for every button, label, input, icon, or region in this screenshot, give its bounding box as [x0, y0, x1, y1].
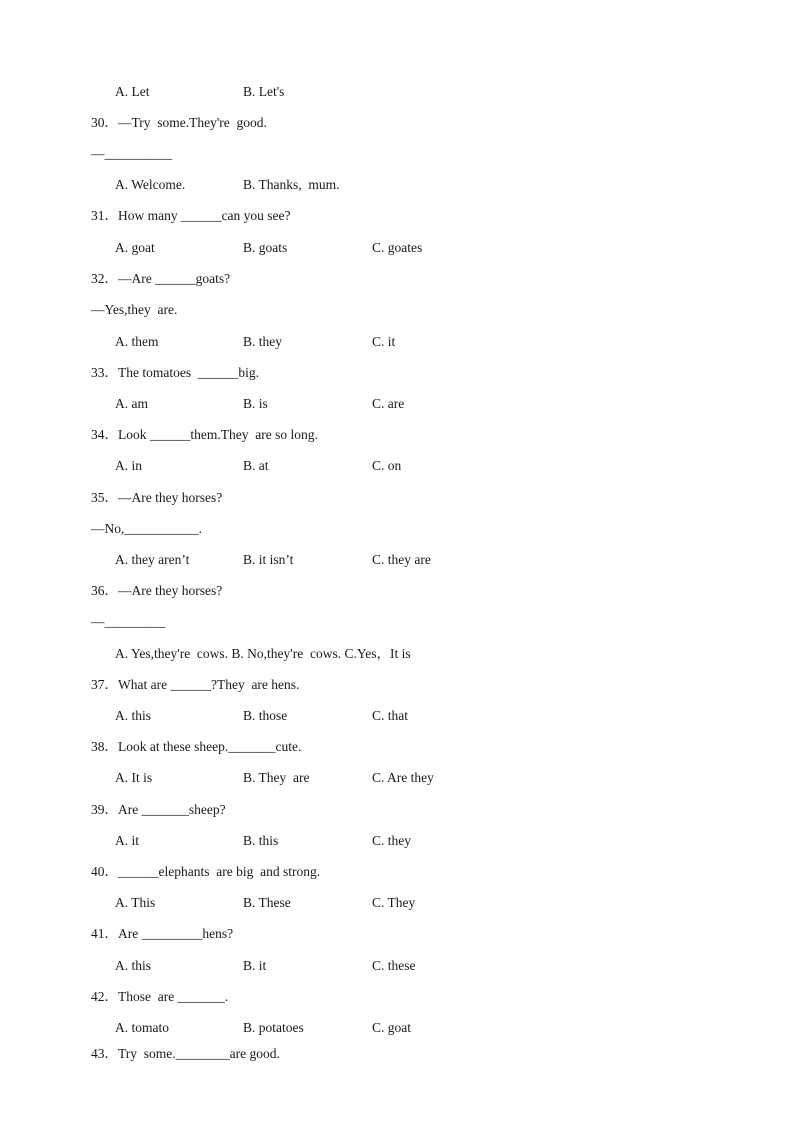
question-line: 41．Are _________hens?	[91, 926, 234, 941]
option-c: C. they are	[372, 552, 431, 567]
option-a: A. them	[115, 334, 159, 349]
option-b: B. at	[243, 458, 269, 473]
question-line: 32．—Are ______goats?	[91, 271, 231, 286]
option-b: B. is	[243, 396, 268, 411]
option-b: B. These	[243, 895, 291, 910]
question-line: 37．What are ______?They are hens.	[91, 677, 300, 692]
option-a: A. tomato	[115, 1020, 169, 1035]
option-a: A. Let	[115, 84, 150, 99]
question-line: 31．How many ______can you see?	[91, 208, 291, 223]
option-c: C. on	[372, 458, 402, 473]
option-a: A. it	[115, 833, 140, 848]
question-line: 30．—Try some.They're good.	[91, 115, 267, 130]
option-c: C. they	[372, 833, 411, 848]
question-line: 35．—Are they horses?	[91, 490, 223, 505]
option-c: C. goat	[372, 1020, 411, 1035]
option-c: C. are	[372, 396, 405, 411]
question-line: 36．—Are they horses?	[91, 583, 223, 598]
option-a: A. they aren’t	[115, 552, 190, 567]
option-b: B. They are	[243, 770, 310, 785]
question-line: 40．______elephants are big and strong.	[91, 864, 321, 879]
question-line: 34．Look ______them.They are so long.	[91, 427, 318, 442]
question-line: —No,___________.	[91, 521, 202, 536]
question-line: 42．Those are _______.	[91, 989, 229, 1004]
option-a: A. goat	[115, 240, 155, 255]
option-b: B. potatoes	[243, 1020, 304, 1035]
option-a: A. It is	[115, 770, 153, 785]
option-a: A. this	[115, 708, 152, 723]
option-b: B. they	[243, 334, 282, 349]
option-c: C. Are they	[372, 770, 434, 785]
question-line: 33．The tomatoes ______big.	[91, 365, 259, 380]
option-b: B. it isn’t	[243, 552, 294, 567]
question-line: 39．Are _______sheep?	[91, 802, 226, 817]
option-b: B. Thanks, mum.	[243, 177, 340, 192]
option-b: B. goats	[243, 240, 288, 255]
option-b: B. this	[243, 833, 279, 848]
question-line: —__________	[91, 146, 172, 161]
question-line: —_________	[91, 614, 166, 629]
option-a: A. This	[115, 895, 156, 910]
option-c: C. it	[372, 334, 396, 349]
option-c: C. goates	[372, 240, 423, 255]
option-a: A. in	[115, 458, 142, 473]
option-c: C. They	[372, 895, 416, 910]
option-c: C. these	[372, 958, 416, 973]
question-line: 38．Look at these sheep._______cute.	[91, 739, 302, 754]
question-line: —Yes,they are.	[91, 302, 178, 317]
option-a: A. Welcome.	[115, 177, 186, 192]
option-a: A. this	[115, 958, 152, 973]
option-b: B. it	[243, 958, 267, 973]
option-a: A. Yes,they're cows. B. No,they're cows. C.Yes，It is	[115, 646, 411, 661]
question-line: 43．Try some.________are good.	[91, 1046, 280, 1061]
option-c: C. that	[372, 708, 408, 723]
option-b: B. those	[243, 708, 288, 723]
option-a: A. am	[115, 396, 148, 411]
option-b: B. Let's	[243, 84, 285, 99]
